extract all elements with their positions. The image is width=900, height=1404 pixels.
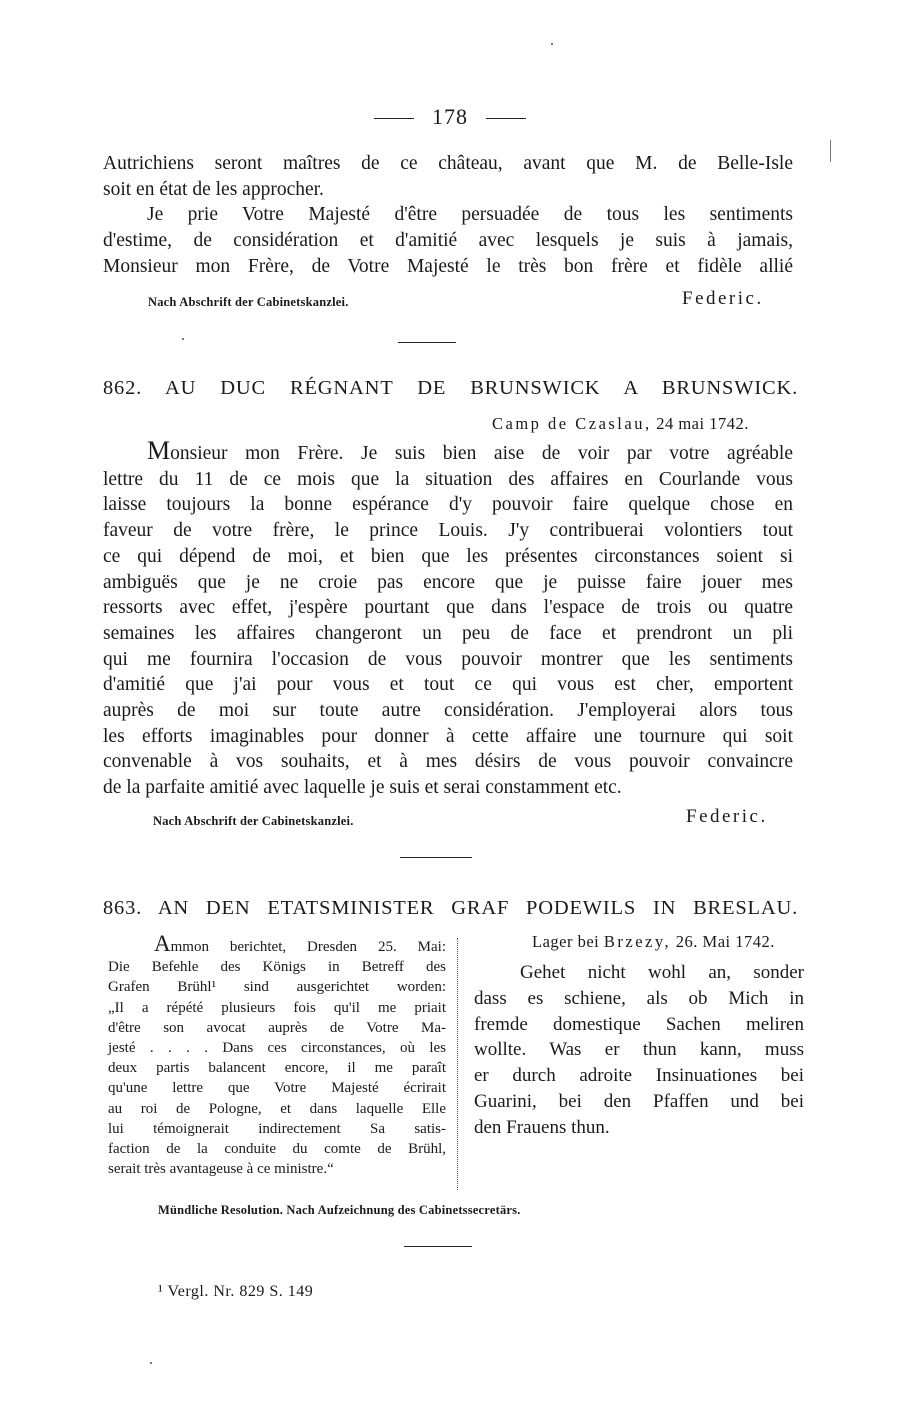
body-line [103, 438, 793, 467]
report-line: deux partis balancent encore, il me paraît [108, 1060, 446, 1077]
scan-speck [182, 338, 184, 340]
continuation-line: Je prie Votre Majesté d'être persuadée de tous les sentiments [147, 204, 793, 226]
body-line: ambiguës que je ne croie pas encore que je puisse faire jouer mes [103, 571, 793, 593]
initial-letter: A [154, 931, 171, 956]
dateline-date: 24 mai 1742. [656, 414, 749, 433]
body-line: ressorts avec effet, j'espère pourtant que dans l'espace de trois ou quatre [103, 597, 793, 619]
body-line: convenable à vos souhaits, et à mes désirs de vous pouvoir convaincre [103, 751, 793, 773]
signature: Federic. [682, 288, 764, 309]
letter-heading: 862. AU DUC RÉGNANT DE BRUNSWICK A BRUNSWICK. [103, 377, 798, 399]
initial-letter: M [147, 436, 171, 465]
report-line-text: mmon berichtet, Dresden 25. Mai: [170, 939, 446, 955]
report-line [108, 931, 446, 957]
footnote: ¹ Vergl. Nr. 829 S. 149 [158, 1283, 314, 1300]
source-note: Nach Abschrift der Cabinetskanzlei. [153, 814, 354, 828]
scan-speck [551, 43, 553, 45]
resolution-line: wollte. Was er thun kann, muss [474, 1039, 804, 1061]
continuation-line: soit en état de les approcher. [103, 178, 324, 200]
page-number [0, 104, 900, 130]
dateline [492, 414, 749, 434]
report-line: Grafen Brühl¹ sind ausgerichtet worden: [108, 979, 446, 996]
resolution-line: Guarini, bei den Pfaffen und bei [474, 1090, 804, 1112]
continuation-line: Autrichiens seront maîtres de ce château, avant que M. de Belle-Isle [103, 153, 793, 174]
body-line: qui me fournira l'occasion de vous pouvoir montrer que les sentiments [103, 648, 793, 670]
body-line: faveur de votre frère, le prince Louis. J'y contribuerai volontiers tout [103, 520, 793, 542]
report-line: Die Befehle des Königs in Betreff des [108, 959, 446, 976]
column-divider [457, 938, 458, 1190]
report-line: qu'une lettre que Votre Majesté écrirait [108, 1080, 446, 1097]
body-line: de la parfaite amitié avec laquelle je suis et serai constamment etc. [103, 777, 622, 799]
section-divider [398, 342, 456, 343]
report-line: lui témoignerait indirectement Sa satis- [108, 1120, 446, 1137]
letter-heading: 863. AN DEN ETATSMINISTER GRAF PODEWILS IN BRESLAU. [103, 897, 798, 919]
report-line: faction de la conduite du comte de Brühl, [108, 1141, 446, 1158]
resolution-line: er durch adroite Insinuationes bei [474, 1065, 804, 1087]
dateline-date: 26. Mai 1742. [675, 932, 775, 951]
dateline [532, 932, 775, 952]
report-summary-column [108, 931, 446, 1179]
dateline-place: Brzezy, [603, 932, 672, 951]
report-line: serait très avantageuse à ce ministre.“ [108, 1161, 334, 1178]
page-number-rule-right [486, 118, 526, 119]
continuation-line: Monsieur mon Frère, de Votre Majesté le très bon frère et fidèle allié [103, 255, 793, 277]
report-line: „Il a répété plusieurs fois qu'il me priait [108, 999, 446, 1016]
section-divider [400, 857, 472, 858]
section-divider [404, 1246, 472, 1247]
source-note: Nach Abschrift der Cabinetskanzlei. [148, 295, 349, 309]
body-line: d'amitié que j'ai pour vous et tout ce qui vous est cher, emportent [103, 674, 793, 696]
scan-mark [830, 140, 831, 162]
body-line-text: onsieur mon Frère. Je suis bien aise de voir par votre agréable [170, 443, 793, 464]
resolution-column [474, 960, 804, 1141]
page-number-text: 178 [432, 104, 468, 129]
page-number-rule-left [374, 118, 414, 119]
scan-speck [150, 1362, 152, 1364]
report-line: d'être son avocat auprès de Votre Ma- [108, 1019, 446, 1036]
body-line: lettre du 11 de ce mois que la situation des affaires en Courlande vous [103, 468, 793, 490]
resolution-line: Gehet nicht wohl an, sonder [520, 962, 804, 983]
resolution-line: dass es schiene, als ob Mich in [474, 987, 804, 1009]
letter-body [103, 438, 793, 801]
continuation-line: d'estime, de considération et d'amitié avec lesquels je suis à jamais, [103, 230, 793, 252]
source-note: Mündliche Resolution. Nach Aufzeichnung des Cabinetssecretärs. [158, 1203, 521, 1217]
resolution-line: fremde domestique Sachen meliren [474, 1013, 804, 1035]
body-line: auprès de moi sur toute autre considération. J'employerai alors tous [103, 700, 793, 722]
report-line: jesté . . . . Dans ces circonstances, où les [108, 1040, 446, 1057]
dateline-place: Camp de Czaslau, [492, 414, 652, 433]
body-line: les efforts imaginables pour donner à cette affaire une tournure qui soit [103, 725, 793, 747]
body-line: semaines les affaires changeront un peu de face et prendront un pli [103, 622, 793, 644]
report-line: au roi de Pologne, et dans laquelle Elle [108, 1100, 446, 1117]
dateline-prefix: Lager bei [532, 932, 600, 951]
body-line: laisse toujours la bonne espérance d'y pouvoir faire quelque chose en [103, 494, 793, 516]
body-line: ce qui dépend de moi, et bien que les présentes circonstances soient si [103, 545, 793, 567]
signature: Federic. [686, 806, 768, 827]
continuation-text [103, 151, 793, 280]
resolution-line: den Frauens thun. [474, 1116, 610, 1138]
